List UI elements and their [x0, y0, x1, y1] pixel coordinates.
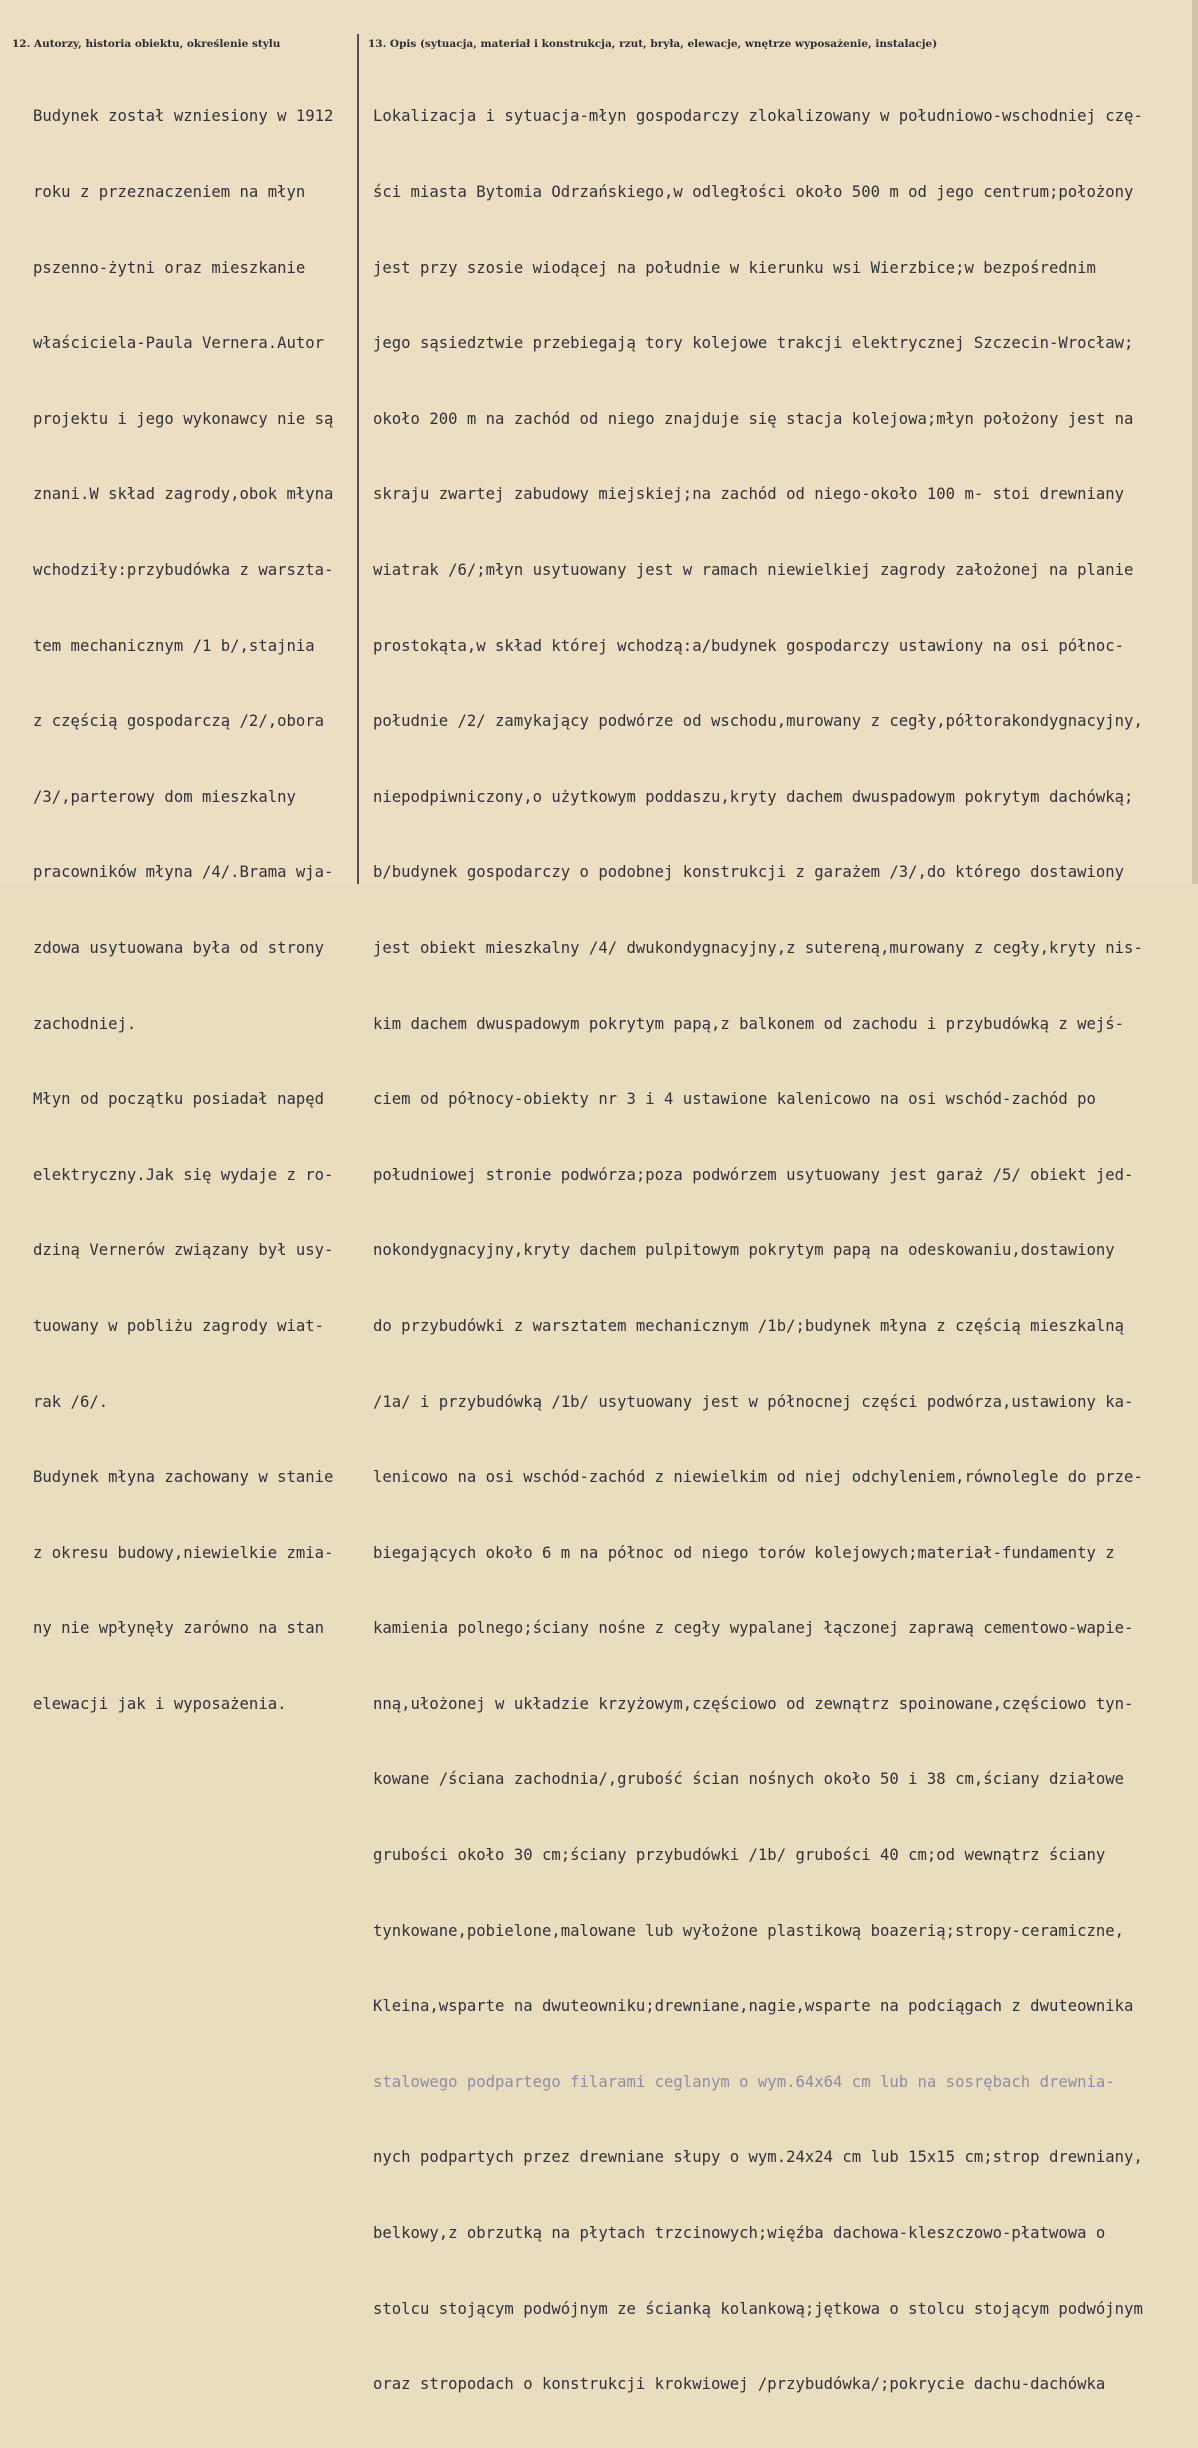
- text-line: nych podpartych przez drewniane słupy o wym.24x24 cm lub 15x15 cm;strop drewniany,: [373, 2148, 1143, 2167]
- text-line: wiatrak /6/;młyn usytuowany jest w ramach niewielkiej zagrody założonej na planie: [373, 560, 1134, 579]
- column-divider: [357, 34, 359, 884]
- text-line: Budynek został wzniesiony w 1912: [33, 107, 334, 126]
- text-line: z okresu budowy,niewielkie zmia-: [33, 1543, 334, 1562]
- text-line: kim dachem dwuspadowym pokrytym papą,z balkonem od zachodu i przybudówką z wejś-: [373, 1014, 1125, 1033]
- text-line: nną,ułożonej w układzie krzyżowym,częściowo od zewnątrz spoinowane,częściowo tyn-: [373, 1694, 1134, 1713]
- text-line: oraz stropodach o konstrukcji krokwiowej /przybudówka/;pokrycie dachu-dachówka: [373, 2375, 1106, 2394]
- text-line: grubości około 30 cm;ściany przybudówki /1b/ grubości 40 cm;od wewnątrz ściany: [373, 1846, 1106, 1865]
- text-line: biegających około 6 m na północ od niego torów kolejowych;materiał-fundamenty z: [373, 1543, 1115, 1562]
- text-line: południowej stronie podwórza;poza podwórzem usytuowany jest garaż /5/ obiekt jed-: [373, 1165, 1134, 1184]
- text-line: zdowa usytuowana była od strony: [33, 938, 325, 957]
- text-line: do przybudówki z warsztatem mechanicznym /1b/;budynek młyna z częścią mieszkalną: [373, 1316, 1125, 1335]
- text-line: właściciela-Paula Vernera.Autor: [33, 334, 325, 353]
- text-line: /3/,parterowy dom mieszkalny: [33, 787, 296, 806]
- text-line: nokondygnacyjny,kryty dachem pulpitowym pokrytym papą na odeskowaniu,dostawiony: [373, 1241, 1115, 1260]
- text-line: ny nie wpłynęły zarówno na stan: [33, 1619, 325, 1638]
- text-line: południe /2/ zamykający podwórze od wschodu,murowany z cegły,półtorakondygnacyjny,: [373, 712, 1143, 731]
- text-line: rak /6/.: [33, 1392, 109, 1411]
- text-line: Młyn od początku posiadał napęd: [33, 1090, 325, 1109]
- text-line: Budynek młyna zachowany w stanie: [33, 1468, 334, 1487]
- text-line: ści miasta Bytomia Odrzańskiego,w odległości około 500 m od jego centrum;położony: [373, 183, 1134, 201]
- text-line: kamienia polnego;ściany nośne z cegły wypalanej łączonej zaprawą cementowo-wapie-: [373, 1619, 1134, 1638]
- section-12-heading: 12. Autorzy, historia obiektu, określenie stylu: [12, 38, 281, 50]
- text-line: tem mechanicznym /1 b/,stajnia: [33, 636, 315, 655]
- text-line: wchodziły:przybudówka z warszta-: [33, 560, 334, 579]
- page-edge: [1192, 0, 1198, 884]
- text-line: znani.W skład zagrody,obok młyna: [33, 485, 334, 504]
- text-line: kowane /ściana zachodnia/,grubość ścian nośnych około 50 i 38 cm,ściany działowe: [373, 1770, 1125, 1789]
- text-line: zachodniej.: [33, 1014, 137, 1033]
- text-line: roku z przeznaczeniem na młyn: [33, 183, 306, 201]
- section-12-text: [33, 54, 355, 1767]
- text-line: jego sąsiedztwie przebiegają tory kolejowe trakcji elektrycznej Szczecin-Wrocław;: [373, 334, 1134, 353]
- text-line: pszenno-żytni oraz mieszkanie: [33, 258, 306, 277]
- text-line: dziną Vernerów związany był usy-: [33, 1241, 334, 1260]
- text-line: elektryczny.Jak się wydaje z ro-: [33, 1165, 334, 1184]
- text-line: lenicowo na osi wschód-zachód z niewielkim od niej odchyleniem,równolegle do prze-: [373, 1468, 1143, 1487]
- text-line: tynkowane,pobielone,malowane lub wyłożone plastikową boazerią;stropy-ceramiczne,: [373, 1921, 1125, 1940]
- section-13-text: [373, 54, 1191, 2448]
- text-line: pracowników młyna /4/.Brama wja-: [33, 863, 334, 882]
- text-line: ciem od północy-obiekty nr 3 i 4 ustawione kalenicowo na osi wschód-zachód po: [373, 1090, 1096, 1109]
- text-line: Lokalizacja i sytuacja-młyn gospodarczy zlokalizowany w południowo-wschodniej czę-: [373, 107, 1143, 126]
- text-line: prostokąta,w skład której wchodzą:a/budynek gospodarczy ustawiony na osi północ-: [373, 636, 1125, 655]
- text-line: tuowany w pobliżu zagrody wiat-: [33, 1316, 325, 1335]
- text-line: skraju zwartej zabudowy miejskiej;na zachód od niego-około 100 m- stoi drewniany: [373, 485, 1125, 504]
- text-line: /1a/ i przybudówką /1b/ usytuowany jest w północnej części podwórza,ustawiony ka-: [373, 1392, 1134, 1411]
- text-line: jest obiekt mieszkalny /4/ dwukondygnacyjny,z sutereną,murowany z cegły,kryty nis-: [373, 938, 1143, 957]
- text-line: stalowego podpartego filarami ceglanym o wym.64x64 cm lub na sosrębach drewnia-: [373, 2072, 1115, 2091]
- text-line: z częścią gospodarczą /2/,obora: [33, 712, 325, 731]
- text-line: około 200 m na zachód od niego znajduje się stacja kolejowa;młyn położony jest na: [373, 409, 1134, 428]
- text-line: b/budynek gospodarczy o podobnej konstrukcji z garażem /3/,do którego dostawiony: [373, 863, 1125, 882]
- text-line: Kleina,wsparte na dwuteowniku;drewniane,nagie,wsparte na podciągach z dwuteownika: [373, 1997, 1134, 2016]
- section-13-heading: 13. Opis (sytuacja, materiał i konstrukcja, rzut, bryła, elewacje, wnętrze wyposażenie, instalacje): [368, 38, 938, 50]
- text-line: projektu i jego wykonawcy nie są: [33, 409, 334, 428]
- text-line: jest przy szosie wiodącej na południe w kierunku wsi Wierzbice;w bezpośrednim: [373, 258, 1096, 277]
- text-line: niepodpiwniczony,o użytkowym poddaszu,kryty dachem dwuspadowym pokrytym dachówką;: [373, 787, 1134, 806]
- text-line: elewacji jak i wyposażenia.: [33, 1694, 287, 1713]
- text-line: stolcu stojącym podwójnym ze ścianką kolankową;jętkowa o stolcu stojącym podwójnym: [373, 2299, 1143, 2318]
- text-line: belkowy,z obrzutką na płytach trzcinowych;więźba dachowa-kleszczowo-płatwowa o: [373, 2224, 1106, 2243]
